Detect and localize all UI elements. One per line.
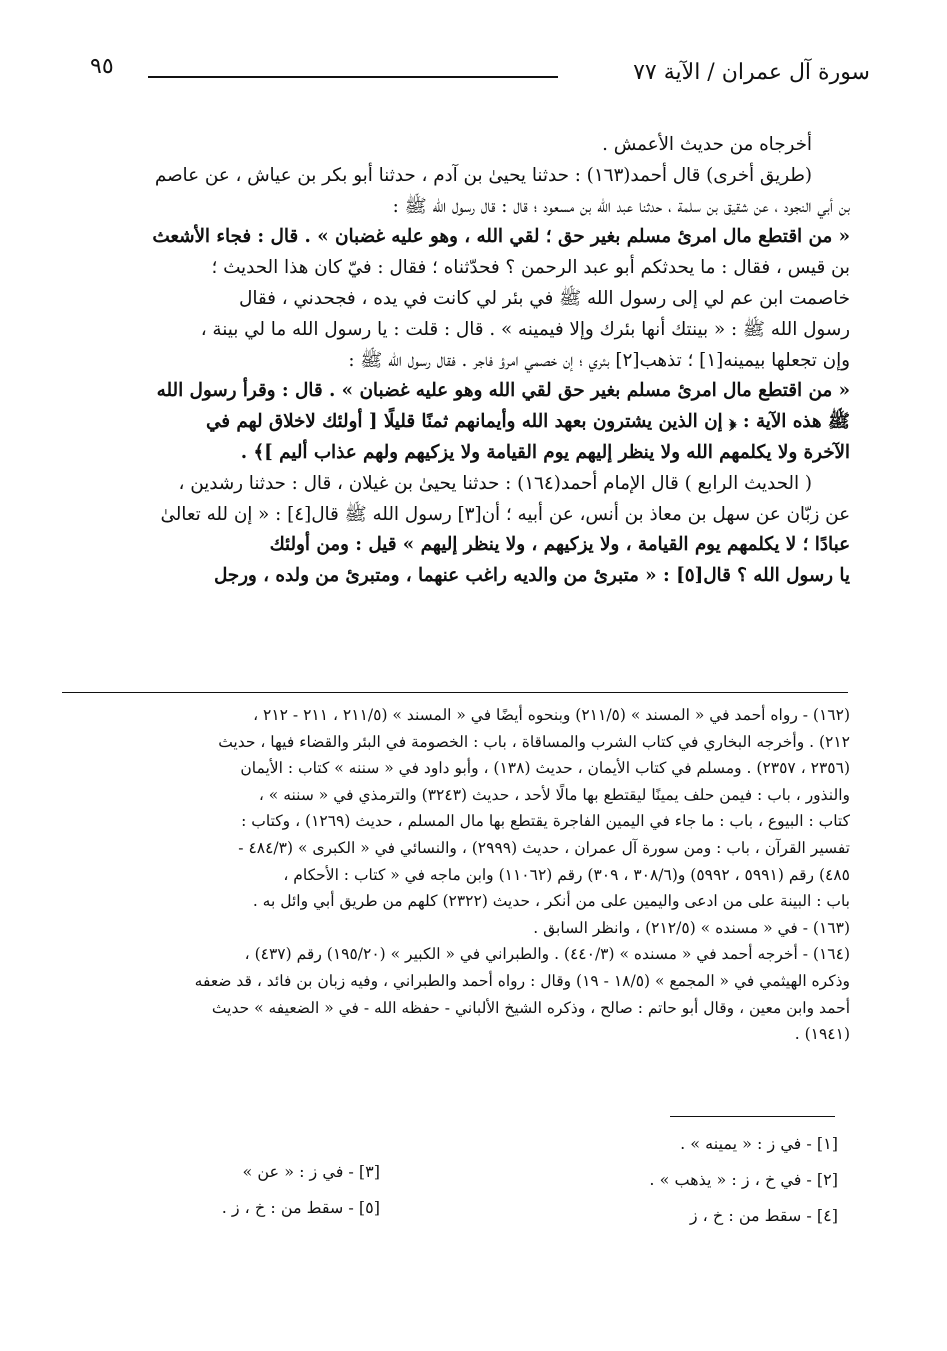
- main-text: [62, 130, 850, 592]
- text-line: وإن تجعلها بيمينه[١] ؛ تذهب[٢] بئري ؛ إن خصمي امرؤ فاجر . فقال رسول الله ﷺ :: [348, 349, 850, 371]
- text-line: بن قيس ، فقال : ما يحدثكم أبو عبد الرحمن ؟ فحدّثناه ؛ فقال : فيّ كان هذا الحديث ؛: [211, 257, 850, 279]
- text-line: ( الحديث الرابع ) قال الإمام أحمد(١٦٤) : حدثنا يحيىٰ بن غيلان ، قال : حدثنا رشدين ،: [178, 472, 812, 494]
- text-line: ﷺ هذه الآية : ﴿ إن الذين يشترون بعهد الله وأيمانهم ثمنًا قليلًا [ أولئك لاخلاق لهم في: [206, 411, 850, 433]
- text-line: (طريق أخرى) قال أحمد(١٦٣) : حدثنا يحيىٰ بن آدم ، حدثنا أبو بكر بن عياش ، عن عاصم: [154, 164, 812, 186]
- text-line: « من اقتطع مال امرئ مسلم بغير حق لقي الله وهو عليه غضبان » . قال : وقرأ رسول الله: [156, 380, 850, 402]
- footnote-line: ٤٨٥) رقم (٥٩٩١ ، ٥٩٩٢) و(٣٠٨/٦ ، ٣٠٩) رقم (١١٠٦٢) وابن ماجه في « كتاب : الأحكام ،: [283, 865, 850, 884]
- footnote-line: (١٦٣) - في « مسنده » (٢١٢/٥) ، وانظر السابق .: [533, 918, 850, 937]
- variant-note: [٥] - سقط من : خ ، ز .: [221, 1198, 380, 1217]
- footnote-line: (١٦٤) - أخرجه أحمد في « مسنده » (٤٤٠/٣) . والطبراني في « الكبير » (١٩٥/٢٠) رقم (٤٣٧) ،: [244, 945, 850, 964]
- text-line: « من اقتطع مال امرئ مسلم بغير حق ؛ لقي الله ، وهو عليه غضبان » . قال : فجاء الأشعث: [152, 226, 850, 248]
- variant-note: [٣] - في ز : « عن »: [242, 1162, 380, 1181]
- variant-note: [٤] - سقط من : خ ، ز: [689, 1206, 838, 1225]
- page-header: [70, 52, 870, 102]
- text-line: أخرجاه من حديث الأعمش .: [602, 134, 812, 155]
- page-number: ٩٥: [90, 54, 114, 79]
- footnote-line: تفسير القرآن ، باب : ومن سورة آل عمران ، حديث (٢٩٩٩) ، والنسائي في « الكبرى » (٤٨٤/٣ -: [238, 838, 850, 857]
- variant-note: [١] - في ز : « يمينه » .: [680, 1134, 838, 1153]
- footnote-line: (٢٣٥٦ ، ٢٣٥٧) . ومسلم في كتاب الأيمان ، حديث (١٣٨) ، وأبو داود في « سننه » كتاب : الأيمان: [240, 759, 850, 778]
- footnote-line: ٢١٢) . وأخرجه البخاري في كتاب الشرب والمساقاة ، باب : الخصومة في البئر والقضاء فيها ، حديث: [218, 732, 850, 751]
- running-title: سورة آل عمران / الآية ٧٧: [633, 60, 870, 85]
- footnote-line: أحمد وابن معين ، وقال أبو حاتم : صالح ، وذكره الشيخ الألباني - حفظه الله - في « الضعيفه » حديث: [211, 998, 850, 1017]
- variant-note: [٢] - في خ ، ز : « يذهب » .: [649, 1170, 838, 1189]
- text-line: خاصمت ابن عم لي إلى رسول الله ﷺ في بئر لي كانت في يده ، فجحدني ، فقال: [239, 287, 850, 309]
- footnotes: [62, 702, 850, 1048]
- footnote-line: (١٦٢) - رواه أحمد في « المسند » (٢١١/٥) وبنحوه أيضًا في « المسند » (٢١١/٥ ، ٢١١ - ٢١٢ ،: [253, 706, 850, 724]
- text-line: الآخرة ولا يكلمهم الله ولا ينظر إليهم يوم القيامة ولا يزكيهم ولهم عذاب أليم ]﴾ .: [240, 441, 850, 463]
- footnote-line: وذكره الهيثمي في « المجمع » (١٨/٥ - ١٩) وقال : رواه أحمد والطبراني ، وفيه زبان بن فائد ، قد ضعفه: [194, 971, 850, 990]
- text-line: رسول الله ﷺ : « بينتك أنها بئرك وإلا فيمينه » . قال : قلت : يا رسول الله ما لي بينة ،: [200, 318, 850, 340]
- text-line: عبادًا ؛ لا يكلمهم يوم القيامة ، ولا يزكيهم ، ولا ينظر إليهم » قيل : ومن أولئك: [269, 534, 850, 556]
- text-line: بن أبي النجود ، عن شقيق بن سلمة ، حدثنا عبد الله بن مسعود ؛ قال : قال رسول الله ﷺ :: [392, 195, 850, 217]
- variants-rule: [670, 1116, 835, 1117]
- footnote-line: (١٩٤١) .: [794, 1025, 850, 1044]
- footnote-rule: [62, 692, 848, 693]
- header-rule: [148, 76, 558, 78]
- footnote-line: والنذور ، باب : فيمن حلف يمينًا ليقتطع بها مالًا لأحد ، حديث (٣٢٤٣) والترمذي في « سننه » ،: [258, 785, 850, 804]
- text-line: يا رسول الله ؟ قال[٥] : « متبرئ من والديه راغب عنهما ، ومتبرئ من ولده ، ورجل: [213, 565, 850, 587]
- footnote-line: كتاب : البيوع ، باب : ما جاء في اليمين الفاجرة يقتطع بها مال المسلم ، حديث (١٢٦٩) ، وكتاب :: [241, 812, 850, 831]
- footnote-line: باب : البينة على من ادعى واليمين على من أنكر ، حديث (٢٣٢٢) كلهم من طريق أبي وائل به .: [252, 892, 850, 911]
- text-line: عن زبّان عن سهل بن معاذ بن أنس، عن أبيه ؛ أن[٣] رسول الله ﷺ قال[٤] : « إن لله تعالىٰ: [160, 503, 850, 525]
- variant-notes: [62, 1130, 850, 1235]
